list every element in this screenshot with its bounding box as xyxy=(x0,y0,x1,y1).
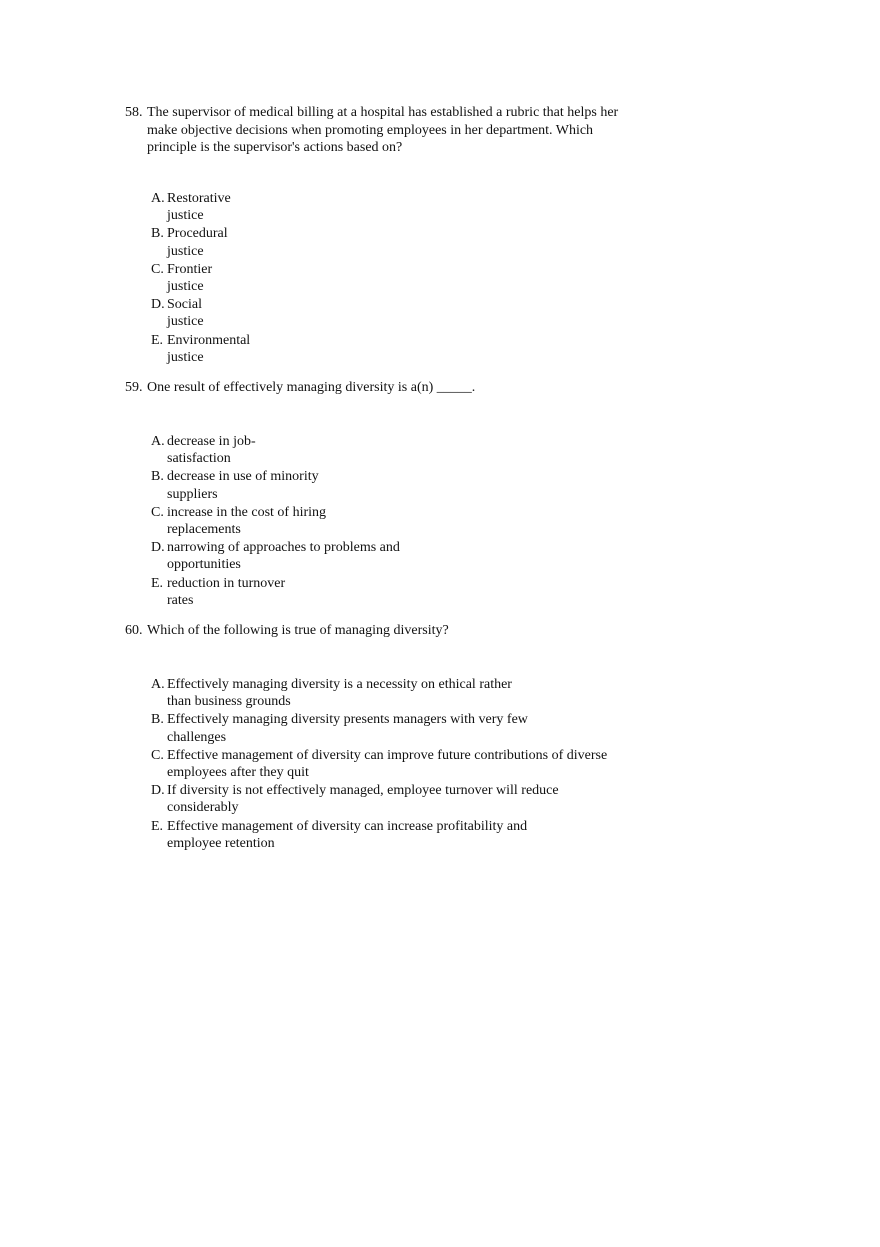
option-letter: E. xyxy=(151,332,164,348)
question-stem xyxy=(125,104,647,157)
option-a[interactable] xyxy=(151,190,250,224)
option-b[interactable] xyxy=(151,468,400,502)
option-text: Frontier xyxy=(167,261,213,277)
question-number: 58. xyxy=(125,105,143,120)
option-letter: C. xyxy=(151,747,164,763)
question-stem xyxy=(125,379,647,397)
option-text: Effective management of diversity can increase profitability and xyxy=(167,818,528,834)
question-number: 60. xyxy=(125,623,143,638)
option-text-cont: satisfaction xyxy=(167,451,231,467)
stem-line: principle is the supervisor's actions based on? xyxy=(147,140,403,155)
option-letter: D. xyxy=(151,783,165,799)
option-text-cont: suppliers xyxy=(167,486,218,502)
question-60 xyxy=(125,622,647,851)
question-59 xyxy=(125,379,647,608)
answer-options xyxy=(151,190,250,367)
option-letter: A. xyxy=(151,191,165,206)
option-d[interactable] xyxy=(151,782,607,816)
option-text-cont: justice xyxy=(167,243,204,259)
question-stem xyxy=(125,622,647,640)
stem-line: make objective decisions when promoting employees in her department. Which xyxy=(147,122,594,138)
option-text: Effectively managing diversity presents managers with very few xyxy=(167,712,528,728)
stem-line: The supervisor of medical billing at a hospital has established a rubric that helps her xyxy=(147,105,619,120)
option-text-cont: opportunities xyxy=(167,557,241,573)
option-a[interactable] xyxy=(151,433,400,467)
option-a[interactable] xyxy=(151,676,607,710)
answer-options xyxy=(151,433,400,610)
option-e[interactable] xyxy=(151,818,607,852)
option-text-cont: justice xyxy=(167,279,204,295)
option-letter: C. xyxy=(151,261,164,277)
option-text: narrowing of approaches to problems and xyxy=(167,540,400,556)
option-letter: A. xyxy=(151,677,165,692)
option-text: decrease in use of minority xyxy=(167,469,319,485)
option-text-cont: justice xyxy=(167,314,204,330)
option-b[interactable] xyxy=(151,711,607,745)
option-d[interactable] xyxy=(151,539,400,573)
option-text: Effective management of diversity can improve future contributions of diverse xyxy=(167,747,608,763)
option-e[interactable] xyxy=(151,575,400,609)
option-letter: B. xyxy=(151,469,164,485)
option-c[interactable] xyxy=(151,261,250,295)
option-letter: A. xyxy=(151,434,165,449)
stem-line: Which of the following is true of managing diversity? xyxy=(147,623,449,638)
option-text-cont: replacements xyxy=(167,522,241,538)
question-number: 59. xyxy=(125,380,143,395)
option-d[interactable] xyxy=(151,296,250,330)
option-c[interactable] xyxy=(151,747,607,781)
option-letter: B. xyxy=(151,226,164,242)
option-text: Effectively managing diversity is a necessity on ethical rather xyxy=(167,677,512,692)
option-letter: E. xyxy=(151,575,164,591)
option-text-cont: justice xyxy=(167,349,204,365)
option-b[interactable] xyxy=(151,225,250,259)
option-text: Restorative xyxy=(167,191,231,206)
option-text: Social xyxy=(167,297,202,313)
option-text-cont: challenges xyxy=(167,729,227,745)
option-text-cont: considerably xyxy=(167,800,239,816)
option-letter: B. xyxy=(151,712,164,728)
option-letter: D. xyxy=(151,540,165,556)
option-text-cont: employee retention xyxy=(167,835,275,851)
option-text: Procedural xyxy=(167,226,228,242)
option-text-cont: than business grounds xyxy=(167,694,291,710)
answer-options xyxy=(151,676,607,853)
option-text: reduction in turnover xyxy=(167,575,286,591)
option-letter: C. xyxy=(151,504,164,520)
option-e[interactable] xyxy=(151,332,250,366)
option-text-cont: rates xyxy=(167,592,194,608)
option-letter: D. xyxy=(151,297,165,313)
option-text: Environmental xyxy=(167,332,251,348)
option-text: decrease in job- xyxy=(167,434,256,449)
option-text: If diversity is not effectively managed, employee turnover will reduce xyxy=(167,783,559,799)
stem-line: One result of effectively managing diversity is a(n) _____. xyxy=(147,380,476,395)
option-letter: E. xyxy=(151,818,164,834)
question-58 xyxy=(125,104,647,365)
option-c[interactable] xyxy=(151,504,400,538)
option-text-cont: justice xyxy=(167,208,204,224)
option-text: increase in the cost of hiring xyxy=(167,504,327,520)
option-text-cont: employees after they quit xyxy=(167,765,309,781)
